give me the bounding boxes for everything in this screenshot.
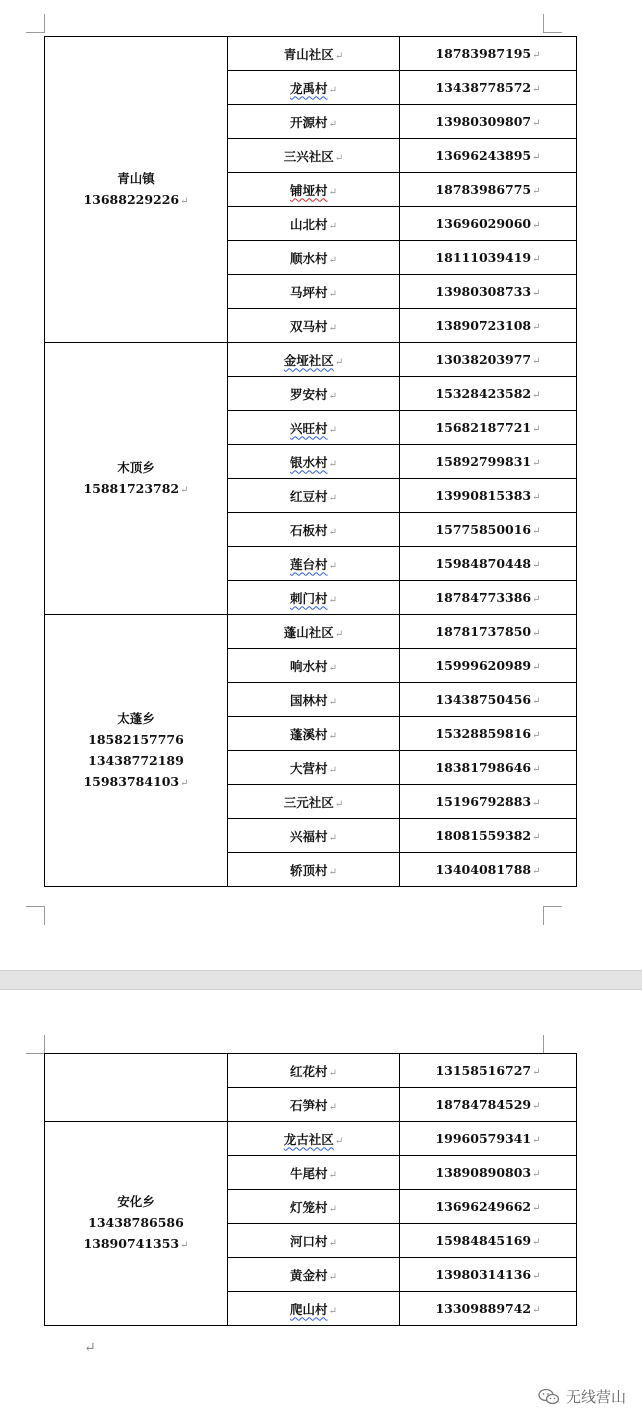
village-phone-cell: [400, 71, 577, 105]
village-phone: 13980308733: [435, 284, 532, 299]
cell-end-mark-icon: ↵: [328, 1067, 337, 1079]
village-name-cell: [228, 1122, 400, 1156]
village-name: 红豆村: [290, 488, 328, 504]
village-name-cell: [228, 309, 400, 343]
village-phone: 13990815383: [435, 488, 532, 503]
village-phone: 13696029060: [435, 216, 532, 231]
village-phone-cell: [400, 37, 577, 71]
watermark-label: 无线营山: [565, 1388, 626, 1406]
town-phone: [45, 189, 227, 212]
village-name: 刺门村: [290, 590, 328, 606]
village-name: 莲台村: [290, 556, 328, 572]
cell-end-mark-icon: ↵: [328, 288, 337, 300]
village-phone-cell: [400, 819, 577, 853]
cell-end-mark-icon: ↵: [328, 186, 337, 198]
village-name: 红花村: [290, 1063, 328, 1079]
cell-end-mark-icon: ↵: [328, 118, 337, 130]
village-phone-cell: [400, 853, 577, 887]
village-name: 蓬山社区: [283, 624, 334, 640]
village-name: 响水村: [290, 658, 328, 674]
village-phone: 15328423582: [435, 386, 532, 401]
village-phone-cell: [400, 343, 577, 377]
village-phone-cell: [400, 1088, 577, 1122]
table-row: [45, 1122, 577, 1156]
village-phone: 15892799831: [435, 454, 532, 469]
cell-end-mark-icon: ↵: [532, 1101, 541, 1112]
cell-end-mark-icon: ↵: [532, 118, 541, 129]
village-name: 银水村: [290, 454, 328, 470]
village-name-cell: [228, 479, 400, 513]
village-name: 蓬溪村: [290, 726, 328, 742]
cell-end-mark-icon: ↵: [532, 1169, 541, 1180]
cell-end-mark-icon: ↵: [180, 195, 189, 207]
village-name-cell: [228, 649, 400, 683]
table-row: [45, 37, 577, 71]
village-name-cell: [228, 1088, 400, 1122]
cell-end-mark-icon: ↵: [532, 526, 541, 537]
cell-end-mark-icon: ↵: [328, 1305, 337, 1317]
village-name-cell: [228, 139, 400, 173]
village-phone: 18081559382: [435, 828, 532, 843]
village-name: 铺垭村: [290, 182, 328, 198]
town-name: 木顶乡: [117, 459, 155, 475]
village-phone: 18784784529: [435, 1097, 532, 1112]
cell-end-mark-icon: ↵: [532, 560, 541, 571]
cell-end-mark-icon: ↵: [532, 1135, 541, 1146]
page-corner-mark: [26, 1035, 45, 1054]
village-phone-cell: [400, 649, 577, 683]
cell-end-mark-icon: ↵: [532, 424, 541, 435]
village-phone-cell: [400, 377, 577, 411]
page-corner-mark: [26, 906, 45, 925]
village-phone-cell: [400, 615, 577, 649]
village-phone-cell: [400, 717, 577, 751]
village-name-cell: [228, 1258, 400, 1292]
town-name: 太蓬乡: [117, 710, 155, 726]
village-phone-cell: [400, 1122, 577, 1156]
village-name: 兴福村: [290, 828, 328, 844]
page-corner-mark: [543, 14, 562, 33]
village-name-cell: [228, 1156, 400, 1190]
town-phone-text: 13438786586 13890741353: [83, 1215, 184, 1251]
cell-end-mark-icon: ↵: [328, 220, 337, 232]
cell-end-mark-icon: ↵: [532, 1305, 541, 1316]
cell-end-mark-icon: ↵: [532, 288, 541, 299]
village-phone-cell: [400, 1258, 577, 1292]
village-phone-cell: [400, 581, 577, 615]
town-phone-text: 18582157776: [88, 731, 184, 747]
village-name-cell: [228, 785, 400, 819]
cell-end-mark-icon: ↵: [334, 50, 344, 62]
village-name-cell: [228, 377, 400, 411]
cell-end-mark-icon: ↵: [532, 662, 541, 673]
cell-end-mark-icon: ↵: [532, 730, 541, 741]
village-phone: 13696243895: [435, 148, 532, 163]
village-phone-cell: [400, 139, 577, 173]
village-phone: 18111039419: [435, 250, 532, 265]
cell-end-mark-icon: ↵: [328, 730, 337, 742]
town-phone-text: 13438772189: [88, 752, 184, 768]
village-phone: 13158516727: [435, 1063, 532, 1078]
village-name: 河口村: [290, 1233, 328, 1249]
town-cell: [45, 37, 228, 343]
cell-end-mark-icon: ↵: [328, 492, 337, 504]
cell-end-mark-icon: ↵: [532, 594, 541, 605]
town-phone: [45, 771, 227, 794]
town-phone-text: 15881723782: [83, 480, 180, 496]
cell-end-mark-icon: ↵: [532, 1271, 541, 1282]
village-name: 黄金村: [290, 1267, 328, 1283]
cell-end-mark-icon: ↵: [328, 832, 337, 844]
village-name: 开源村: [290, 114, 328, 130]
village-name-cell: [228, 1190, 400, 1224]
village-name-cell: [228, 819, 400, 853]
cell-end-mark-icon: ↵: [532, 220, 541, 231]
village-name-cell: [228, 615, 400, 649]
village-name-cell: [228, 513, 400, 547]
village-phone: 15682187721: [435, 420, 532, 435]
village-phone: 13438778572: [435, 80, 532, 95]
page-corner-mark: [543, 906, 562, 925]
village-phone: 18783987195: [435, 46, 532, 61]
cell-end-mark-icon: ↵: [328, 322, 337, 334]
village-name-cell: [228, 751, 400, 785]
cell-end-mark-icon: ↵: [532, 356, 541, 367]
village-name-cell: [228, 105, 400, 139]
village-phone-cell: [400, 173, 577, 207]
contact-table-page-2: [44, 1053, 577, 1326]
village-phone: 13696249662: [435, 1199, 532, 1214]
village-name-cell: [228, 1292, 400, 1326]
town-name: 青山镇: [117, 170, 155, 186]
village-phone: 18781737850: [435, 624, 532, 639]
village-phone: 13890890803: [435, 1165, 532, 1180]
village-name-cell: [228, 1054, 400, 1088]
village-name: 轿顶村: [290, 862, 328, 878]
village-phone: 15775850016: [435, 522, 532, 537]
village-phone-cell: [400, 547, 577, 581]
cell-end-mark-icon: ↵: [532, 1203, 541, 1214]
village-phone-cell: [400, 207, 577, 241]
cell-end-mark-icon: ↵: [532, 696, 541, 707]
page-corner-mark: [26, 14, 45, 33]
cell-end-mark-icon: ↵: [532, 1067, 541, 1078]
village-name-cell: [228, 343, 400, 377]
cell-end-mark-icon: ↵: [334, 356, 344, 368]
village-phone-cell: [400, 479, 577, 513]
village-name-cell: [228, 1224, 400, 1258]
cell-end-mark-icon: ↵: [328, 662, 337, 674]
town-cell: [45, 615, 228, 887]
cell-end-mark-icon: ↵: [532, 186, 541, 197]
village-phone: 13404081788: [435, 862, 532, 877]
cell-end-mark-icon: ↵: [532, 322, 541, 333]
cell-end-mark-icon: ↵: [328, 458, 337, 470]
cell-end-mark-icon: ↵: [328, 696, 337, 708]
village-phone: 13890723108: [435, 318, 532, 333]
village-name: 兴旺村: [290, 420, 328, 436]
cell-end-mark-icon: ↵: [328, 84, 337, 96]
village-name: 爬山村: [290, 1301, 328, 1317]
village-phone: 15999620989: [435, 658, 532, 673]
cell-end-mark-icon: ↵: [532, 254, 541, 265]
cell-end-mark-icon: ↵: [532, 798, 541, 809]
town-cell: [45, 343, 228, 615]
village-phone-cell: [400, 241, 577, 275]
cell-end-mark-icon: ↵: [532, 458, 541, 469]
village-phone: 15196792883: [435, 794, 532, 809]
cell-end-mark-icon: ↵: [532, 84, 541, 95]
cell-end-mark-icon: ↵: [180, 1240, 189, 1251]
cell-end-mark-icon: ↵: [334, 628, 344, 640]
village-phone: 15984845169: [435, 1233, 532, 1248]
cell-end-mark-icon: ↵: [532, 50, 541, 61]
village-phone-cell: [400, 1054, 577, 1088]
cell-end-mark-icon: ↵: [328, 390, 337, 402]
page-corner-mark: [543, 1035, 562, 1054]
village-name: 灯笼村: [290, 1199, 328, 1215]
village-name: 石笋村: [290, 1097, 328, 1113]
village-name: 青山社区: [283, 46, 334, 62]
village-phone-cell: [400, 683, 577, 717]
town-cell-continued: [45, 1054, 228, 1122]
cell-end-mark-icon: ↵: [180, 777, 189, 789]
village-phone: 18784773386: [435, 590, 532, 605]
village-name: 大营村: [290, 760, 328, 776]
village-name: 马坪村: [290, 284, 328, 300]
table-row: [45, 615, 577, 649]
cell-end-mark-icon: ↵: [532, 492, 541, 503]
cell-end-mark-icon: ↵: [328, 1169, 337, 1181]
village-phone: 13309889742: [435, 1301, 532, 1316]
village-name: 山北村: [290, 216, 328, 232]
village-name: 罗安村: [290, 386, 328, 402]
village-name-cell: [228, 207, 400, 241]
village-phone-cell: [400, 513, 577, 547]
town-phone: [45, 1212, 227, 1256]
cell-end-mark-icon: ↵: [328, 560, 337, 572]
village-name: 石板村: [290, 522, 328, 538]
cell-end-mark-icon: ↵: [532, 628, 541, 639]
village-name-cell: [228, 411, 400, 445]
village-phone: 13980314136: [435, 1267, 532, 1282]
town-phone: [45, 750, 227, 771]
village-phone-cell: [400, 445, 577, 479]
village-name: 顺水村: [290, 250, 328, 266]
town-phone-text: 15983784103: [83, 773, 180, 789]
cell-end-mark-icon: ↵: [532, 832, 541, 843]
cell-end-mark-icon: ↵: [334, 798, 344, 810]
village-phone-cell: [400, 275, 577, 309]
village-name-cell: [228, 173, 400, 207]
contact-table-page-1: [44, 36, 577, 887]
cell-end-mark-icon: ↵: [328, 424, 337, 436]
document-page-2: [0, 990, 642, 1425]
village-name: 龙禹村: [290, 80, 328, 96]
cell-end-mark-icon: ↵: [328, 764, 337, 776]
village-phone: 18783986775: [435, 182, 532, 197]
village-name-cell: [228, 445, 400, 479]
village-name-cell: [228, 241, 400, 275]
cell-end-mark-icon: ↵: [532, 1237, 541, 1248]
village-name-cell: [228, 275, 400, 309]
village-phone-cell: [400, 1156, 577, 1190]
village-phone: 15328859816: [435, 726, 532, 741]
town-name: 安化乡: [117, 1194, 155, 1209]
village-name-cell: [228, 547, 400, 581]
village-name: 牛尾村: [290, 1165, 328, 1181]
town-phone: [45, 478, 227, 501]
cell-end-mark-icon: ↵: [328, 1271, 337, 1283]
village-phone-cell: [400, 785, 577, 819]
wechat-icon: [538, 1388, 560, 1406]
village-phone: 13980309807: [435, 114, 532, 129]
cell-end-mark-icon: ↵: [328, 526, 337, 538]
cell-end-mark-icon: ↵: [328, 1203, 337, 1215]
cell-end-mark-icon: ↵: [328, 1101, 337, 1113]
village-name: 双马村: [290, 318, 328, 334]
village-name: 三元社区: [283, 794, 334, 810]
village-phone-cell: [400, 1224, 577, 1258]
cell-end-mark-icon: ↵: [532, 866, 541, 877]
village-name-cell: [228, 581, 400, 615]
village-name: 国林村: [290, 692, 328, 708]
cell-end-mark-icon: ↵: [334, 1135, 344, 1147]
table-row: [45, 343, 577, 377]
village-phone-cell: [400, 751, 577, 785]
village-name: 金垭社区: [283, 352, 334, 368]
village-phone-cell: [400, 105, 577, 139]
village-name-cell: [228, 717, 400, 751]
cell-end-mark-icon: ↵: [532, 390, 541, 401]
paragraph-mark-icon: ↵: [84, 1340, 96, 1356]
village-name-cell: [228, 71, 400, 105]
village-phone: 13438750456: [435, 692, 532, 707]
village-name-cell: [228, 853, 400, 887]
cell-end-mark-icon: ↵: [328, 594, 337, 606]
village-phone: 15984870448: [435, 556, 532, 571]
cell-end-mark-icon: ↵: [532, 764, 541, 775]
village-name-cell: [228, 683, 400, 717]
village-phone: 19960579341: [435, 1131, 532, 1146]
town-cell: [45, 1122, 228, 1326]
town-phone: [45, 729, 227, 750]
village-phone: 13038203977: [435, 352, 532, 367]
table-row: [45, 1054, 577, 1088]
cell-end-mark-icon: ↵: [328, 866, 337, 878]
watermark: [538, 1386, 626, 1407]
cell-end-mark-icon: ↵: [334, 152, 344, 164]
village-phone-cell: [400, 309, 577, 343]
cell-end-mark-icon: ↵: [328, 254, 337, 266]
town-phone-text: 13688229226: [83, 191, 180, 207]
cell-end-mark-icon: ↵: [180, 484, 189, 496]
village-name-cell: [228, 37, 400, 71]
village-name: 三兴社区: [283, 148, 334, 164]
village-phone-cell: [400, 411, 577, 445]
cell-end-mark-icon: ↵: [532, 152, 541, 163]
village-phone-cell: [400, 1190, 577, 1224]
village-phone: 18381798646: [435, 760, 532, 775]
village-name: 龙古社区: [283, 1131, 334, 1147]
cell-end-mark-icon: ↵: [328, 1237, 337, 1249]
village-phone-cell: [400, 1292, 577, 1326]
page-gap: [0, 970, 642, 990]
